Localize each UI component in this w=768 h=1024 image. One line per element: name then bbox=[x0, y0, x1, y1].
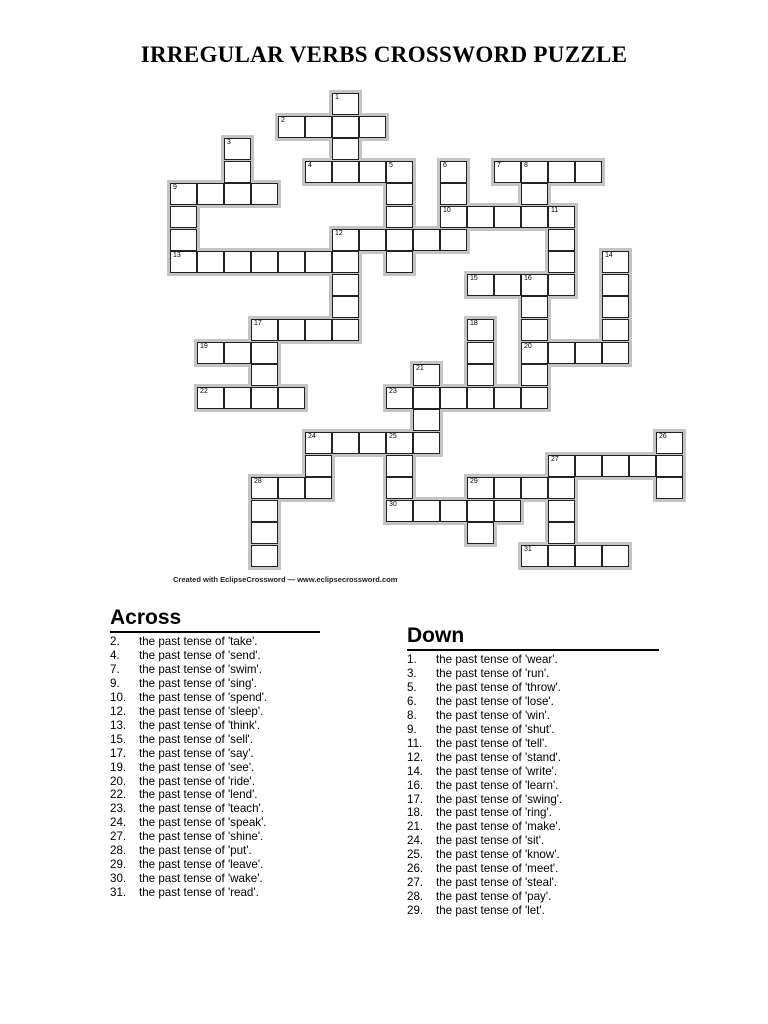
grid-cell-face bbox=[170, 229, 197, 251]
clue-item bbox=[110, 816, 320, 830]
grid-cell-face bbox=[467, 342, 494, 364]
clue-item bbox=[407, 793, 659, 807]
grid-cell-face bbox=[602, 545, 629, 567]
grid-cell-face bbox=[575, 161, 602, 183]
clue-item-text: the past tense of 'steal'. bbox=[436, 876, 558, 890]
clue-number: 14 bbox=[605, 252, 613, 260]
grid-cell-face bbox=[467, 206, 494, 228]
clue-item-number: 9. bbox=[407, 722, 417, 736]
grid-cell-face bbox=[251, 364, 278, 386]
grid-cell-face bbox=[467, 364, 494, 386]
grid-cell-face bbox=[548, 161, 575, 183]
clue-item-number: 28. bbox=[407, 890, 424, 904]
across-heading-rule bbox=[110, 631, 320, 633]
grid-cell-face bbox=[413, 229, 440, 251]
grid-cell-face bbox=[278, 387, 305, 409]
grid-cell-face bbox=[251, 387, 278, 409]
grid-cell-face bbox=[386, 206, 413, 228]
clue-item-number: 29. bbox=[110, 858, 127, 872]
clue-item-text: the past tense of 'ring'. bbox=[436, 806, 552, 820]
clue-item bbox=[407, 806, 659, 820]
down-heading: Down bbox=[407, 624, 465, 647]
clue-item bbox=[407, 876, 659, 890]
clue-item bbox=[407, 848, 659, 862]
grid-cell-face bbox=[305, 455, 332, 477]
grid-cell-face bbox=[251, 500, 278, 522]
clue-item-number: 22. bbox=[110, 788, 127, 802]
grid-cell-face bbox=[251, 545, 278, 567]
clue-item-text: the past tense of 'swing'. bbox=[436, 792, 563, 806]
clue-number: 28 bbox=[254, 478, 262, 486]
clue-number: 15 bbox=[470, 274, 478, 282]
grid-cell-face bbox=[494, 206, 521, 228]
grid-cell-face bbox=[386, 432, 413, 454]
grid-cell-face bbox=[386, 387, 413, 409]
clue-item-text: the past tense of 'sit'. bbox=[436, 834, 545, 848]
grid-cell-face bbox=[224, 161, 251, 183]
clue-item-text: the past tense of 'see'. bbox=[139, 760, 255, 774]
grid-cell-face bbox=[602, 319, 629, 341]
grid-cell-face bbox=[467, 274, 494, 296]
clue-item bbox=[110, 649, 320, 663]
grid-cell-face bbox=[467, 319, 494, 341]
grid-cell-face bbox=[494, 500, 521, 522]
clue-item-number: 16. bbox=[407, 778, 424, 792]
clue-number: 29 bbox=[470, 478, 478, 486]
clue-number: 16 bbox=[524, 274, 532, 282]
grid-cell-face bbox=[170, 206, 197, 228]
grid-cell-face bbox=[521, 477, 548, 499]
clue-item bbox=[110, 663, 320, 677]
clue-number: 26 bbox=[659, 433, 667, 440]
clue-number: 22 bbox=[200, 387, 208, 395]
grid-cell-face bbox=[251, 477, 278, 499]
clue-item-number: 27. bbox=[110, 830, 127, 844]
grid-cell-face bbox=[548, 522, 575, 544]
clue-item-text: the past tense of 'lend'. bbox=[139, 788, 258, 802]
clue-item-text: the past tense of 'say'. bbox=[139, 746, 254, 760]
grid-cell-face bbox=[251, 251, 278, 273]
clue-item-number: 5. bbox=[407, 680, 417, 694]
grid-cell-face bbox=[602, 455, 629, 477]
clue-item-text: the past tense of 'take'. bbox=[139, 635, 258, 648]
grid-cell-face bbox=[359, 229, 386, 251]
credit-line: Created with EclipseCrossword — www.eclipsecrossword.com bbox=[173, 575, 398, 584]
clue-item bbox=[407, 820, 659, 834]
clue-item-number: 20. bbox=[110, 774, 127, 788]
grid-cell-face bbox=[170, 251, 197, 273]
grid-cell-face bbox=[413, 500, 440, 522]
grid-cell-face bbox=[197, 251, 224, 273]
clue-item-number: 18. bbox=[407, 806, 424, 820]
grid-cell-face bbox=[278, 116, 305, 138]
clue-item bbox=[407, 779, 659, 793]
grid-cell-face bbox=[521, 319, 548, 341]
clue-item-number: 12. bbox=[110, 704, 127, 718]
clue-item-number: 15. bbox=[110, 732, 127, 746]
clue-item-number: 25. bbox=[407, 848, 424, 862]
clue-item-text: the past tense of 'lose'. bbox=[436, 694, 554, 708]
grid-cell-face bbox=[440, 183, 467, 205]
clue-item-text: the past tense of 'write'. bbox=[436, 764, 558, 778]
grid-cell-face bbox=[548, 342, 575, 364]
grid-cell-face bbox=[548, 455, 575, 477]
clue-item bbox=[407, 890, 659, 904]
grid-cell-face bbox=[251, 183, 278, 205]
clue-item-text: the past tense of 'learn'. bbox=[436, 778, 559, 792]
clue-item bbox=[407, 709, 659, 723]
clue-number: 2 bbox=[281, 116, 285, 124]
grid-cell-face bbox=[332, 296, 359, 318]
clue-item bbox=[110, 733, 320, 747]
clue-item-number: 24. bbox=[407, 834, 424, 848]
clue-item bbox=[110, 858, 320, 872]
clue-item bbox=[110, 747, 320, 761]
clue-item bbox=[110, 872, 320, 886]
clue-number: 24 bbox=[308, 433, 316, 440]
clue-number: 25 bbox=[389, 433, 397, 440]
clue-number: 3 bbox=[227, 139, 231, 147]
clue-item bbox=[110, 830, 320, 844]
grid-cell-face bbox=[224, 342, 251, 364]
clue-item bbox=[110, 635, 320, 649]
crossword-grid bbox=[170, 93, 696, 578]
grid-cell-face bbox=[521, 183, 548, 205]
clue-item-number: 4. bbox=[110, 648, 120, 662]
clue-item-text: the past tense of 'make'. bbox=[436, 820, 561, 834]
grid-cell-face bbox=[305, 477, 332, 499]
grid-cell-face bbox=[440, 161, 467, 183]
grid-cell-face bbox=[386, 229, 413, 251]
grid-cell-face bbox=[575, 545, 602, 567]
grid-cell-face bbox=[278, 251, 305, 273]
across-clue-list bbox=[110, 635, 320, 900]
grid-cell-face bbox=[602, 251, 629, 273]
grid-cell-face bbox=[413, 409, 440, 431]
grid-cell-face bbox=[602, 296, 629, 318]
across-heading: Across bbox=[110, 606, 182, 629]
clue-number: 11 bbox=[551, 207, 559, 214]
clue-item-number: 27. bbox=[407, 876, 424, 890]
grid-cell-face bbox=[197, 342, 224, 364]
clue-item bbox=[110, 844, 320, 858]
grid-cell-face bbox=[305, 161, 332, 183]
clue-item-number: 12. bbox=[407, 750, 424, 764]
page-title: IRREGULAR VERBS CROSSWORD PUZZLE bbox=[140, 42, 628, 67]
clue-item-text: the past tense of 'sleep'. bbox=[139, 704, 264, 718]
clue-item-number: 3. bbox=[407, 666, 417, 680]
clue-number: 13 bbox=[173, 252, 181, 260]
grid-cell-face bbox=[332, 229, 359, 251]
clue-item-number: 31. bbox=[110, 886, 127, 900]
grid-cell-face bbox=[386, 477, 413, 499]
grid-cell-face bbox=[332, 432, 359, 454]
grid-cell-face bbox=[440, 387, 467, 409]
clue-item bbox=[110, 775, 320, 789]
clue-number: 30 bbox=[389, 500, 397, 508]
grid-cell-face bbox=[656, 432, 683, 454]
clue-item-number: 13. bbox=[110, 718, 127, 732]
grid-cell-face bbox=[467, 477, 494, 499]
clue-item-text: the past tense of 'speak'. bbox=[139, 816, 267, 830]
clue-item bbox=[407, 765, 659, 779]
clue-item-text: the past tense of 'spend'. bbox=[139, 690, 268, 704]
clue-item bbox=[407, 681, 659, 695]
grid-cell-face bbox=[197, 183, 224, 205]
grid-cell-face bbox=[656, 455, 683, 477]
clue-item-number: 17. bbox=[110, 746, 127, 760]
grid-cell-face bbox=[521, 274, 548, 296]
grid-cell-face bbox=[521, 387, 548, 409]
clue-item-number: 19. bbox=[110, 760, 127, 774]
grid-cell-face bbox=[440, 206, 467, 228]
clue-item-text: the past tense of 'wake'. bbox=[139, 872, 263, 886]
clue-number: 21 bbox=[416, 365, 424, 373]
clue-number: 20 bbox=[524, 342, 532, 350]
grid-cell-face bbox=[602, 274, 629, 296]
clue-item-text: the past tense of 'sing'. bbox=[139, 676, 257, 690]
clue-item bbox=[110, 677, 320, 691]
grid-cell-face bbox=[413, 432, 440, 454]
grid-cell-face bbox=[440, 229, 467, 251]
clue-item-text: the past tense of 'stand'. bbox=[436, 750, 561, 764]
grid-cell-face bbox=[548, 500, 575, 522]
clue-item-text: the past tense of 'ride'. bbox=[139, 774, 255, 788]
clue-item bbox=[110, 691, 320, 705]
grid-cell-face bbox=[548, 229, 575, 251]
grid-cell-face bbox=[332, 251, 359, 273]
grid-cell-face bbox=[305, 251, 332, 273]
grid-cell-face bbox=[467, 500, 494, 522]
clue-item bbox=[407, 751, 659, 765]
clue-item-number: 24. bbox=[110, 816, 127, 830]
grid-cell-face bbox=[386, 455, 413, 477]
clue-item-text: the past tense of 'sell'. bbox=[139, 732, 253, 746]
grid-cell-face bbox=[305, 432, 332, 454]
grid-cell-face bbox=[332, 138, 359, 160]
clue-item-number: 9. bbox=[110, 676, 120, 690]
clue-item-number: 6. bbox=[407, 694, 417, 708]
grid-cell-face bbox=[521, 296, 548, 318]
grid-cell-face bbox=[440, 500, 467, 522]
grid-cell-face bbox=[656, 477, 683, 499]
clue-item-text: the past tense of 'shine'. bbox=[139, 830, 264, 844]
clue-item bbox=[110, 761, 320, 775]
clue-item-text: the past tense of 'think'. bbox=[139, 718, 261, 732]
clue-item-number: 21. bbox=[407, 820, 424, 834]
clue-item-number: 30. bbox=[110, 872, 127, 886]
grid-cell-face bbox=[386, 251, 413, 273]
grid-cell-face bbox=[494, 477, 521, 499]
clue-item-number: 28. bbox=[110, 844, 127, 858]
grid-cell-face bbox=[305, 116, 332, 138]
clue-number: 12 bbox=[335, 229, 343, 237]
grid-cell-face bbox=[467, 387, 494, 409]
down-clue-list bbox=[407, 653, 659, 918]
clue-item-text: the past tense of 'put'. bbox=[139, 844, 252, 858]
grid-cell-face bbox=[494, 161, 521, 183]
grid-cell-face bbox=[332, 274, 359, 296]
grid-cell-face bbox=[494, 387, 521, 409]
clue-item-text: the past tense of 'send'. bbox=[139, 648, 261, 662]
clue-item-text: the past tense of 'shut'. bbox=[436, 722, 555, 736]
clue-item-number: 1. bbox=[407, 653, 417, 666]
clue-item bbox=[407, 653, 659, 667]
grid-cell-face bbox=[521, 545, 548, 567]
clue-number: 5 bbox=[389, 161, 393, 169]
grid-cell-face bbox=[251, 342, 278, 364]
clue-item-text: the past tense of 'know'. bbox=[436, 848, 560, 862]
clue-number: 31 bbox=[524, 546, 532, 553]
clue-item-text: the past tense of 'let'. bbox=[436, 904, 545, 918]
grid-cell-face bbox=[575, 455, 602, 477]
grid-cell-face bbox=[521, 364, 548, 386]
grid-cell-face bbox=[413, 387, 440, 409]
clue-number: 23 bbox=[389, 387, 397, 395]
grid-cell-face bbox=[413, 364, 440, 386]
clue-item bbox=[110, 705, 320, 719]
grid-cell-face bbox=[197, 387, 224, 409]
down-clues-section bbox=[407, 624, 659, 918]
grid-cell-face bbox=[548, 274, 575, 296]
clue-item-text: the past tense of 'meet'. bbox=[436, 862, 559, 876]
grid-cell-face bbox=[548, 545, 575, 567]
grid-cell-face bbox=[521, 206, 548, 228]
grid-cell-face bbox=[332, 161, 359, 183]
grid-cell-face bbox=[602, 342, 629, 364]
clue-number: 4 bbox=[308, 161, 312, 169]
grid-cell-face bbox=[332, 116, 359, 138]
grid-cell-face bbox=[224, 138, 251, 160]
grid-cell-face bbox=[224, 387, 251, 409]
clue-item-text: the past tense of 'leave'. bbox=[139, 858, 264, 872]
clue-item bbox=[407, 723, 659, 737]
clue-item-number: 7. bbox=[110, 662, 120, 676]
clue-item-number: 26. bbox=[407, 862, 424, 876]
clue-item-text: the past tense of 'read'. bbox=[139, 886, 259, 900]
grid-cell-face bbox=[224, 183, 251, 205]
grid-cell-face bbox=[170, 183, 197, 205]
clue-item-number: 29. bbox=[407, 904, 424, 918]
clue-item bbox=[407, 862, 659, 876]
grid-cell-face bbox=[629, 455, 656, 477]
clue-number: 1 bbox=[335, 94, 339, 101]
clue-item-number: 2. bbox=[110, 635, 120, 648]
grid-cell-face bbox=[224, 251, 251, 273]
grid-cell-face bbox=[251, 522, 278, 544]
clue-item bbox=[110, 886, 320, 900]
clue-item bbox=[407, 834, 659, 848]
grid-cell-face bbox=[386, 500, 413, 522]
clue-number: 27 bbox=[551, 455, 559, 463]
clue-number: 17 bbox=[254, 320, 262, 327]
clue-item bbox=[407, 737, 659, 751]
clue-item bbox=[110, 788, 320, 802]
clue-item bbox=[407, 904, 659, 918]
grid-cell-face bbox=[386, 161, 413, 183]
clue-number: 8 bbox=[524, 161, 528, 169]
grid-cell-face bbox=[359, 116, 386, 138]
grid-cell-face bbox=[494, 274, 521, 296]
clue-item-text: the past tense of 'run'. bbox=[436, 666, 550, 680]
clue-number: 10 bbox=[443, 207, 451, 214]
across-clues-section bbox=[110, 606, 320, 900]
grid-cell-face bbox=[332, 93, 359, 115]
clue-number: 6 bbox=[443, 161, 447, 169]
clue-item-number: 17. bbox=[407, 792, 424, 806]
grid-cell-face bbox=[548, 206, 575, 228]
grid-cell-face bbox=[386, 183, 413, 205]
clue-item-number: 14. bbox=[407, 764, 424, 778]
clue-item-text: the past tense of 'throw'. bbox=[436, 680, 561, 694]
clue-item-text: the past tense of 'pay'. bbox=[436, 890, 552, 904]
clue-number: 19 bbox=[200, 342, 208, 350]
down-heading-rule bbox=[407, 649, 659, 651]
clue-item-number: 11. bbox=[407, 736, 423, 750]
clue-item bbox=[110, 802, 320, 816]
clue-item-number: 23. bbox=[110, 802, 127, 816]
clue-item-text: the past tense of 'win'. bbox=[436, 708, 550, 722]
grid-cell-face bbox=[359, 432, 386, 454]
grid-cell-face bbox=[521, 161, 548, 183]
clue-item-number: 10. bbox=[110, 690, 127, 704]
clue-number: 9 bbox=[173, 184, 177, 192]
clue-number: 18 bbox=[470, 320, 478, 327]
grid-cell-face bbox=[278, 319, 305, 341]
clue-item bbox=[407, 667, 659, 681]
grid-cell-face bbox=[548, 251, 575, 273]
grid-cell-face bbox=[332, 319, 359, 341]
clue-item-text: the past tense of 'teach'. bbox=[139, 802, 264, 816]
grid-cell-face bbox=[278, 477, 305, 499]
grid-cell-face bbox=[521, 342, 548, 364]
grid-cell-face bbox=[575, 342, 602, 364]
clue-item-text: the past tense of 'wear'. bbox=[436, 653, 558, 666]
clue-item bbox=[407, 695, 659, 709]
clue-number: 7 bbox=[497, 161, 501, 169]
grid-cell-face bbox=[359, 161, 386, 183]
grid-cell-face bbox=[305, 319, 332, 341]
grid-cell-face bbox=[251, 319, 278, 341]
grid-cell-face bbox=[467, 522, 494, 544]
clue-item-text: the past tense of 'tell'. bbox=[436, 736, 548, 750]
clue-item bbox=[110, 719, 320, 733]
clue-item-number: 8. bbox=[407, 708, 417, 722]
clue-item-text: the past tense of 'swim'. bbox=[139, 662, 262, 676]
grid-cell-face bbox=[548, 477, 575, 499]
